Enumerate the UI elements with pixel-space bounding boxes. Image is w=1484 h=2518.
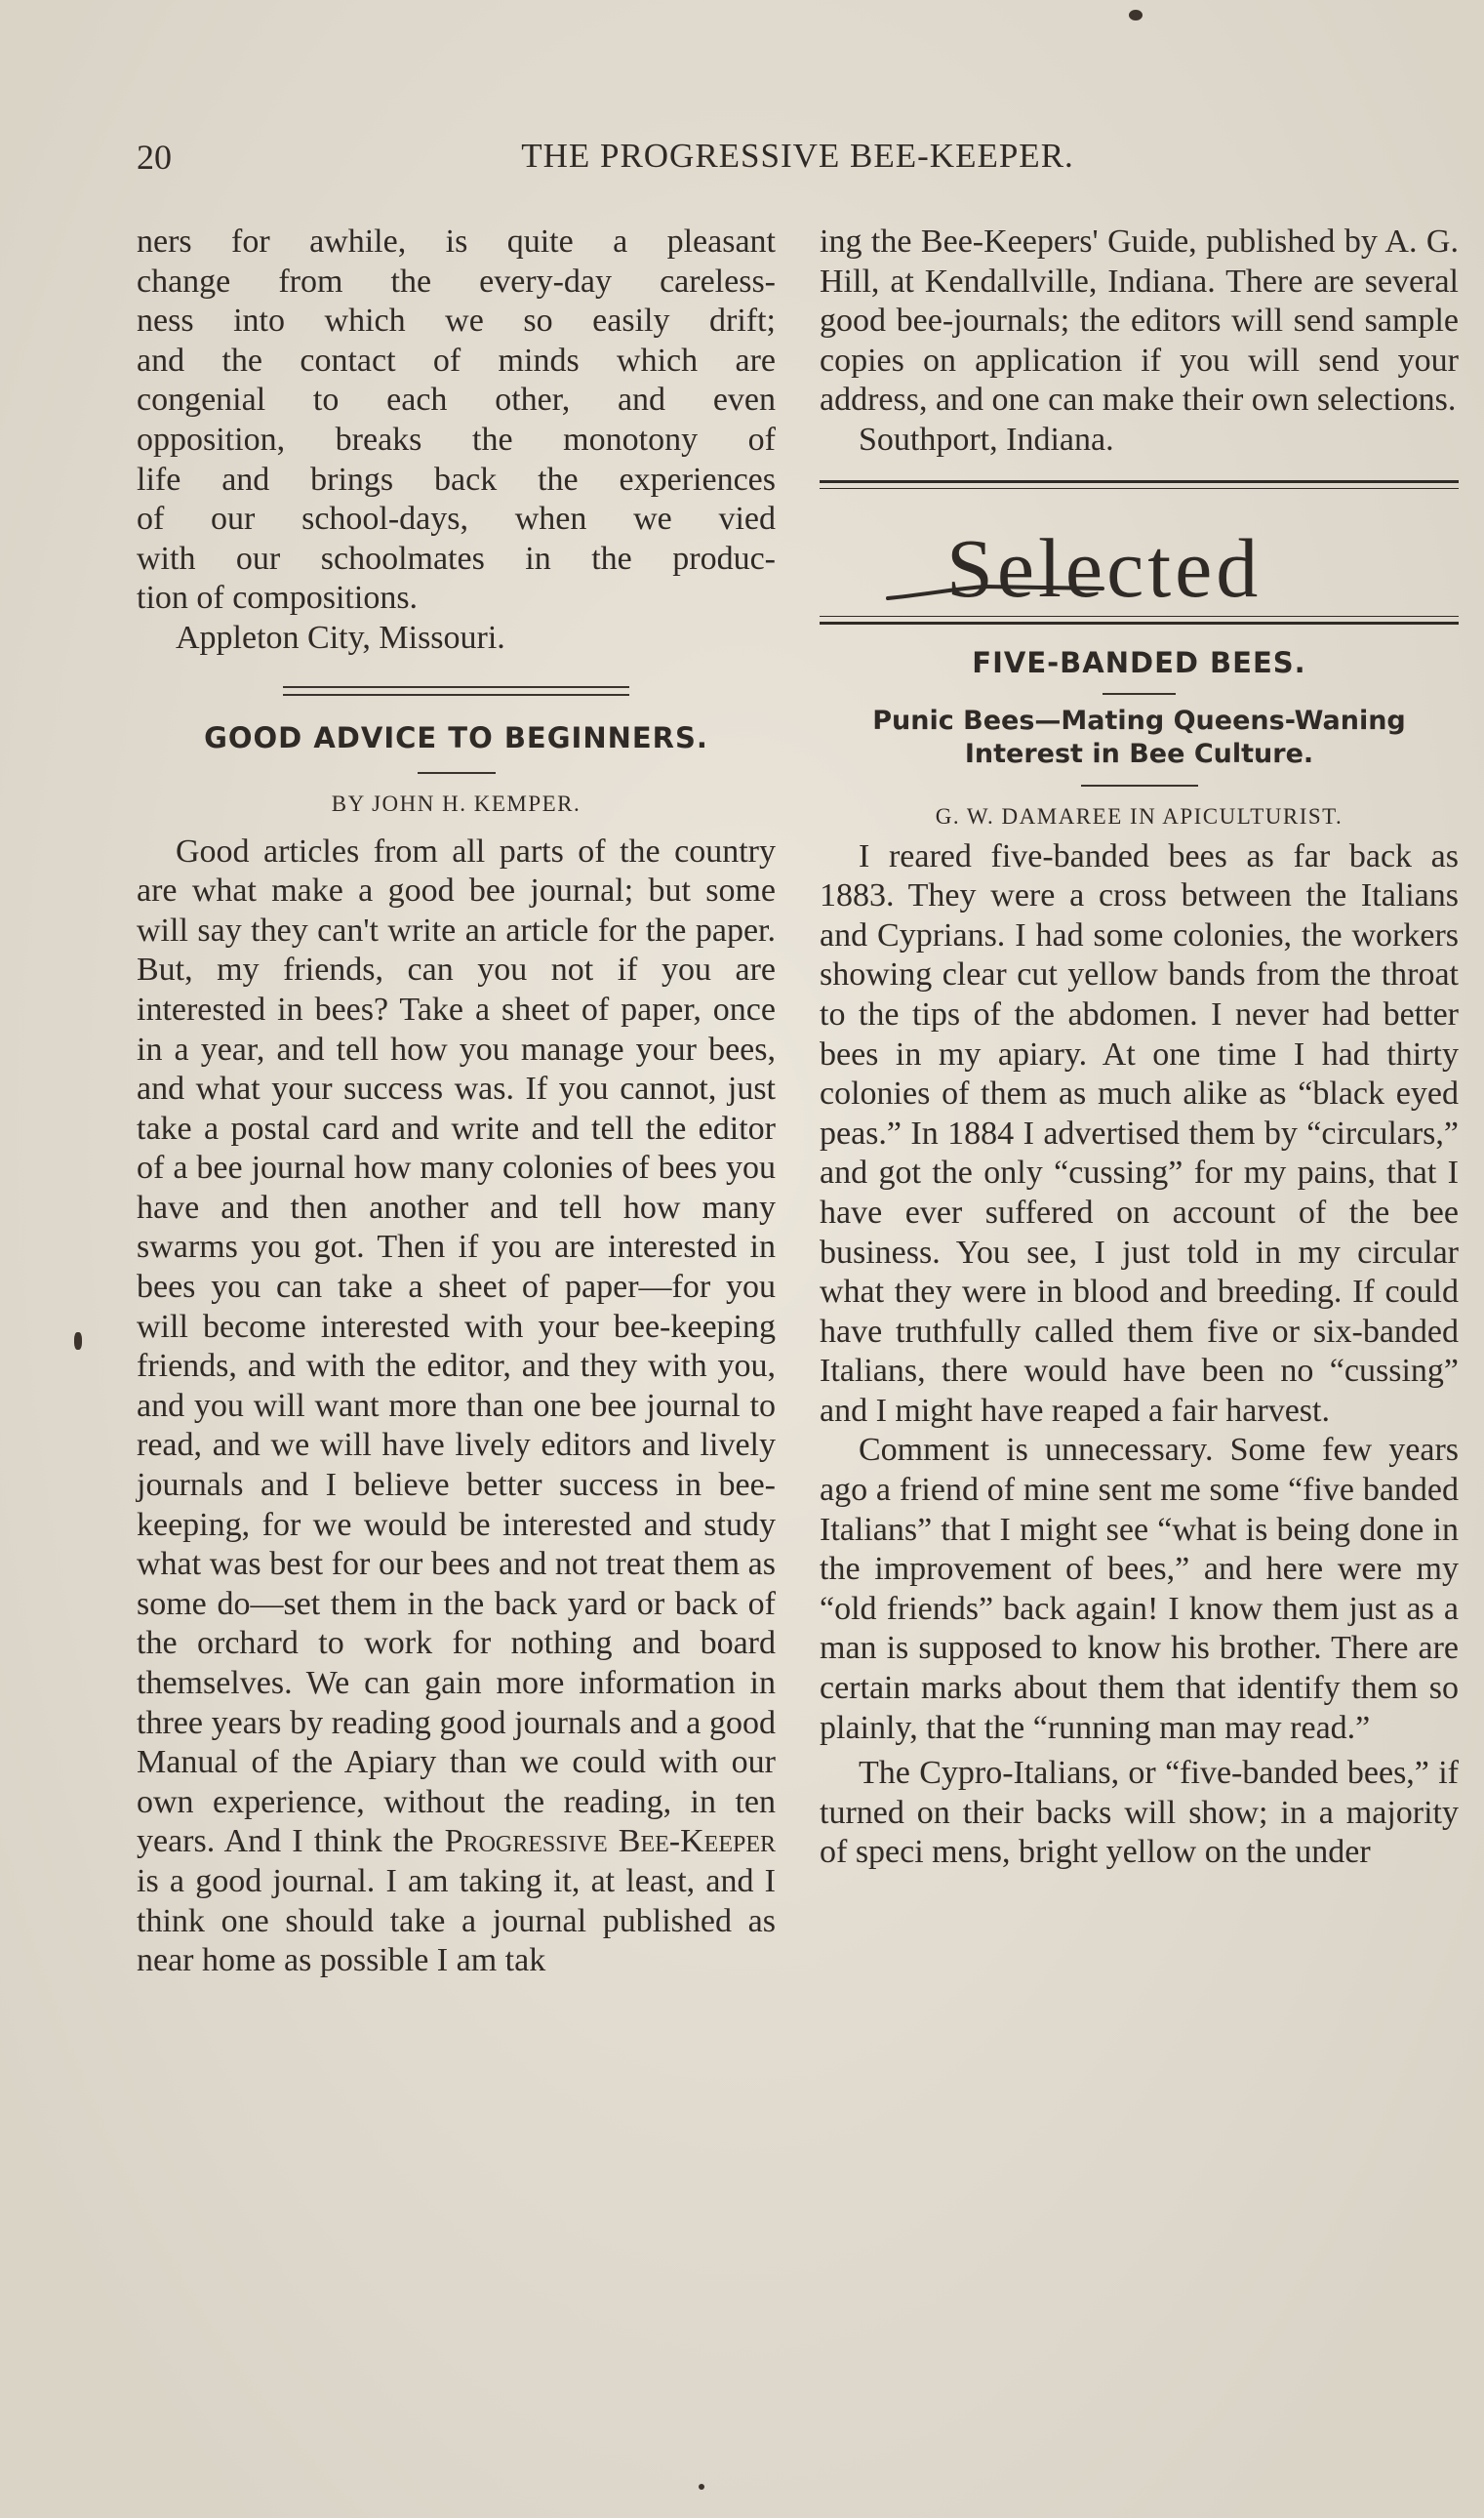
article-paragraph-1: I reared five-banded bees as far back as 1883. They were a cross between the Italians and Cyprians. I had some colonies, the workers showing clear cut yellow bands from the throat to the tips of the abdomen. I never had better bees in my apiary. At one time I had thirty colonies of them as much alike as “black eyed peas.” In 1884 I advertised them by “circulars,” and got the only “cussing” for my pains, that I have ever suffered on account of the bee business. You see, I just told in my circular what they were in blood and breeding. If could have truthfully called them five or six-banded Italians, there would have been no “cussing” and I might have reaped a fair harvest. xyxy=(820,837,1459,1429)
text-line: change from the every-day careless- xyxy=(137,263,776,300)
subtitle-rule xyxy=(1081,785,1198,787)
separator-rule xyxy=(283,686,629,696)
text-line: ners for awhile, is quite a pleasant xyxy=(137,223,776,260)
title-rule xyxy=(1103,693,1176,695)
ink-speck xyxy=(74,1332,82,1350)
page-number: 20 xyxy=(137,138,172,177)
continued-article-text xyxy=(137,223,776,619)
article-title: GOOD ADVICE TO BEGINNERS. xyxy=(204,720,708,754)
article-body xyxy=(137,833,776,1981)
text-line: life and brings back the experiences xyxy=(137,461,776,498)
article-body-text-end: is a good journal. I am taking it, at least, and I think one should take a journal published as near home as possible I am tak xyxy=(137,1862,776,1979)
article-body-text: Good articles from all parts of the country are what make a good bee journal; but some will say they can't write an article for the paper. But, my friends, can you not if you are interested in bees? Take a sheet of paper, once in a year, and tell how you manage your bees, and what your success was. If you cannot, just take a postal card and write and tell the editor of a bee journal how many colonies of bees you have and then another and tell how many swarms you got. Then if you are interested in bees you can take a sheet of paper—for you will become interested with your bee-keeping friends, and with the editor, and they with you, and you will want more than one bee journal to read, and we will have lively editors and lively journals and I believe better success in bee-keeping, for we would be interested and study what was best for our bees and not treat them as some do—set them in the back yard or back of the orchard to work for nothing and board themselves. We can gain more information in three years by reading good journals and a good Manual of the Apiary than we could with our own experience, without the reading, in ten years. And I think the xyxy=(137,833,776,1860)
running-title: THE PROGRESSIVE BEE-KEEPER. xyxy=(521,137,1074,175)
right-column xyxy=(820,223,1459,1873)
title-rule xyxy=(418,772,496,774)
selected-section-banner xyxy=(820,499,1459,616)
section-rule-top xyxy=(820,480,1459,489)
continued-article-signoff: Southport, Indiana. xyxy=(859,421,1114,458)
selected-banner-text: Selected xyxy=(946,520,1263,615)
article-subtitle-line-2: Interest in Bee Culture. xyxy=(964,738,1314,769)
text-line: tion of compositions. xyxy=(137,580,419,617)
ink-speck xyxy=(699,2484,704,2490)
continued-article-signoff: Appleton City, Missouri. xyxy=(176,619,505,656)
ink-speck xyxy=(1129,10,1143,20)
article-byline: BY JOHN H. KEMPER. xyxy=(331,791,582,816)
text-line: of our school-days, when we vied xyxy=(137,501,776,538)
article-title: FIVE-BANDED BEES. xyxy=(972,645,1306,679)
text-line: opposition, breaks the monotony of xyxy=(137,421,776,458)
continued-article-text: ing the Bee-Keepers' Guide, published by A. G. Hill, at Kendallville, Indiana. There are several good bee-journals; the editors will send sample copies on application if you will send your address, and one can make their own selections. xyxy=(820,223,1459,419)
article-paragraph-2: Comment is unnecessary. Some few years ago a friend of mine sent me some “five banded Italians” that I might see “what is being done in the improvement of bees,” and here were my “old friends” back again! I know them just as a man is supposed to know his brother. There are certain marks about them that identify them so plainly, that the “running man may read.” xyxy=(820,1432,1459,1746)
continued-article xyxy=(137,223,776,659)
page-header xyxy=(137,137,1459,185)
left-column xyxy=(137,223,776,1981)
section-rule-bottom xyxy=(820,616,1459,625)
article-byline: G. W. DAMAREE IN APICULTURIST. xyxy=(935,803,1344,829)
text-line: congenial to each other, and even xyxy=(137,382,776,419)
article-paragraph-3: The Cypro-Italians, or “five-banded bees,” if turned on their backs will show; in a majority of speci mens, bright yellow on the under xyxy=(820,1755,1459,1871)
journal-name: Progressive Bee-Keeper xyxy=(444,1823,777,1860)
article-subtitle-line-1: Punic Bees—Mating Queens-Waning xyxy=(872,705,1406,736)
text-line: with our schoolmates in the produc- xyxy=(137,540,776,577)
text-line: ness into which we so easily drift; xyxy=(137,303,776,340)
selected-banner-art xyxy=(820,499,1459,616)
text-line: and the contact of minds which are xyxy=(137,342,776,379)
